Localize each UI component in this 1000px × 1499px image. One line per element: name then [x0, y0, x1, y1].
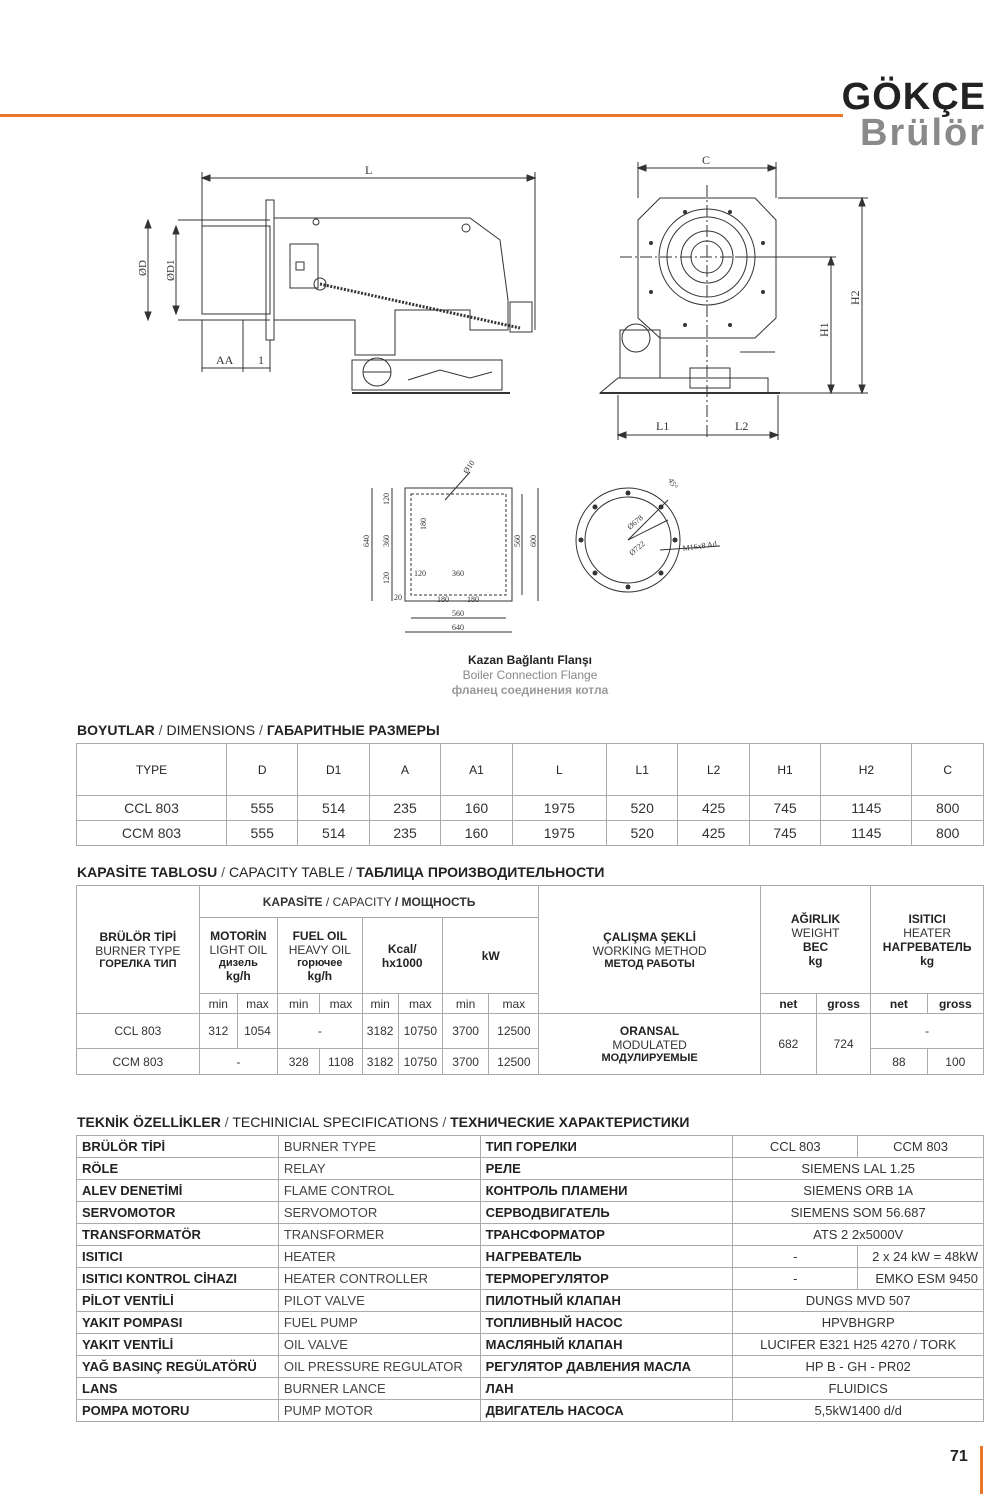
spec-label-ru: ТЕРМОРЕГУЛЯТОР [480, 1268, 733, 1290]
spec-label-tr: TRANSFORMATÖR [77, 1224, 279, 1246]
spec-value: EMKO ESM 9450 [858, 1268, 984, 1290]
table-cell: 312 [199, 1014, 237, 1049]
table-row [77, 1246, 984, 1268]
table-cell: 520 [606, 821, 677, 846]
flange-label-bolt: M16x8 Ad. [682, 538, 720, 553]
table-row [77, 1400, 984, 1422]
spec-label-ru: РЕЛЕ [480, 1158, 733, 1180]
dim-label-AA: AA [216, 353, 234, 367]
col-header-type: TYPE [77, 744, 227, 796]
spec-label-en: HEATER [278, 1246, 480, 1268]
table-row [77, 796, 984, 821]
table-cell: 1975 [512, 796, 606, 821]
table-cell: 1108 [320, 1049, 362, 1075]
table-row [77, 1202, 984, 1224]
spec-label-ru: ТРАНСФОРМАТОР [480, 1224, 733, 1246]
heavy-oil-header: FUEL OIL HEAVY OIL горючее kg/h [278, 918, 362, 994]
flange-label-w20: 20 [394, 593, 402, 602]
flange-label-d10: Ø10 [461, 458, 477, 476]
specs-table [76, 1135, 984, 1422]
spec-value: FLUIDICS [733, 1378, 984, 1400]
spec-value: DUNGS MVD 507 [733, 1290, 984, 1312]
col-header-d1: D1 [298, 744, 369, 796]
spec-label-en: TRANSFORMER [278, 1224, 480, 1246]
table-cell: - [278, 1014, 362, 1049]
table-header-row [77, 744, 984, 796]
max-label: max [398, 994, 442, 1014]
flange-label-h560: 560 [513, 535, 522, 547]
spec-label-tr: ISITICI [77, 1246, 279, 1268]
spec-value: LUCIFER E321 H25 4270 / TORK [733, 1334, 984, 1356]
spec-label-en: FUEL PUMP [278, 1312, 480, 1334]
min-label: min [199, 994, 237, 1014]
table-row [77, 1378, 984, 1400]
spec-value: - [733, 1268, 858, 1290]
front-view [600, 153, 868, 440]
dimensions-table [76, 743, 984, 846]
logo-line-2: Brülör [860, 112, 986, 154]
table-cell: CCM 803 [77, 821, 227, 846]
spec-label-en: BURNER TYPE [278, 1136, 480, 1158]
spec-label-ru: ТОПЛИВНЫЙ НАСОС [480, 1312, 733, 1334]
table-header-row [77, 994, 984, 1014]
light-oil-header: MOTORİN LIGHT OIL дизель kg/h [199, 918, 277, 994]
table-cell: 1054 [237, 1014, 277, 1049]
flange-caption-en: Boiler Connection Flange [462, 668, 598, 682]
burner-type-header: BRÜLÖR TİPİ BURNER TYPE ГОРЕЛКА ТИП [77, 886, 200, 1014]
col-header-h1: H1 [749, 744, 820, 796]
spec-label-tr: ALEV DENETİMİ [77, 1180, 279, 1202]
dim-label-L1: L1 [656, 419, 670, 433]
spec-label-ru: НАГРЕВАТЕЛЬ [480, 1246, 733, 1268]
spec-value: 5,5kW1400 d/d [733, 1400, 984, 1422]
spec-label-en: BURNER LANCE [278, 1378, 480, 1400]
spec-value: SIEMENS SOM 56.687 [733, 1202, 984, 1224]
table-cell: 520 [606, 796, 677, 821]
table-row [77, 821, 984, 846]
flange-label-a45: 45° [666, 476, 680, 491]
spec-value: ATS 2 2x5000V [733, 1224, 984, 1246]
table-cell: - [199, 1049, 277, 1075]
spec-label-ru: ТИП ГОРЕЛКИ [480, 1136, 733, 1158]
table-row [77, 1224, 984, 1246]
spec-label-tr: YAĞ BASINÇ REGÜLATÖRÜ [77, 1356, 279, 1378]
table-cell: 100 [927, 1049, 983, 1075]
table-cell: 88 [871, 1049, 927, 1075]
dim-label-L: L [365, 163, 373, 177]
dim-label-H2: H2 [848, 290, 862, 305]
flange-label-w640: 640 [452, 623, 464, 632]
flange-label-h600: 600 [529, 535, 538, 547]
max-label: max [237, 994, 277, 1014]
weight-net-value: 682 [760, 1014, 816, 1075]
spec-label-tr: YAKIT POMPASI [77, 1312, 279, 1334]
flange-label-w180a: 180 [437, 595, 449, 604]
spec-label-ru: ЛАН [480, 1378, 733, 1400]
table-cell: 425 [678, 796, 749, 821]
spec-value: HPVBHGRP [733, 1312, 984, 1334]
table-cell: 10750 [398, 1049, 442, 1075]
spec-value: - [733, 1246, 858, 1268]
side-view [137, 163, 535, 393]
capacity-group-header: KAPASİTE / CAPACITY / МОЩНОСТЬ [199, 886, 539, 918]
max-label: max [489, 994, 539, 1014]
col-header-a: A [369, 744, 440, 796]
spec-label-en: PUMP MOTOR [278, 1400, 480, 1422]
brand-logo [842, 78, 986, 152]
technical-drawing [0, 150, 1000, 650]
col-header-d: D [227, 744, 298, 796]
table-cell: 235 [369, 796, 440, 821]
spec-value: SIEMENS ORB 1A [733, 1180, 984, 1202]
table-row [77, 1014, 984, 1049]
flange-square-view [362, 459, 538, 632]
flange-caption-ru: фланец соединения котла [451, 683, 609, 697]
table-cell: 745 [749, 796, 820, 821]
table-row [77, 1290, 984, 1312]
dim-label-OD1: ØD1 [165, 259, 177, 281]
spec-label-tr: PİLOT VENTİLİ [77, 1290, 279, 1312]
weight-gross-value: 724 [816, 1014, 870, 1075]
min-label: min [442, 994, 488, 1014]
table-cell: 1975 [512, 821, 606, 846]
capacity-table [76, 885, 984, 1075]
table-cell: 514 [298, 796, 369, 821]
table-cell: 745 [749, 821, 820, 846]
spec-label-ru: СЕРВОДВИГАТЕЛЬ [480, 1202, 733, 1224]
table-cell: 514 [298, 821, 369, 846]
table-cell: 555 [227, 821, 298, 846]
table-cell: 10750 [398, 1014, 442, 1049]
flange-round-view [576, 477, 720, 593]
dimensions-title: BOYUTLAR / DIMENSIONS / ГАБАРИТНЫЕ РАЗМЕРЫ [77, 722, 440, 738]
spec-label-tr: SERVOMOTOR [77, 1202, 279, 1224]
col-header-a1: A1 [441, 744, 512, 796]
spec-label-en: OIL VALVE [278, 1334, 480, 1356]
table-cell: 160 [441, 796, 512, 821]
table-cell: CCM 803 [77, 1049, 200, 1075]
table-cell: 1145 [821, 821, 912, 846]
table-cell: 3700 [442, 1049, 488, 1075]
max-label: max [320, 994, 362, 1014]
table-row [77, 1158, 984, 1180]
flange-label-w560: 560 [452, 609, 464, 618]
table-cell: 425 [678, 821, 749, 846]
col-header-l2: L2 [678, 744, 749, 796]
flange-label-w120: 120 [414, 569, 426, 578]
table-row [77, 1334, 984, 1356]
table-cell: 800 [912, 796, 984, 821]
col-header-h2: H2 [821, 744, 912, 796]
dim-label-L2: L2 [735, 419, 749, 433]
spec-label-tr: LANS [77, 1378, 279, 1400]
table-cell: 800 [912, 821, 984, 846]
method-header: ÇALIŞMA ŞEKLİ WORKING METHOD МЕТОД РАБОТЫ [539, 886, 760, 1014]
spec-label-en: PILOT VALVE [278, 1290, 480, 1312]
spec-label-ru: ДВИГАТЕЛЬ НАСОСА [480, 1400, 733, 1422]
flange-label-d678: Ø678 [625, 513, 645, 532]
spec-label-en: RELAY [278, 1158, 480, 1180]
col-header-c: C [912, 744, 984, 796]
flange-label-h120b: 120 [382, 572, 391, 584]
logo-line-1: GÖKÇE [841, 76, 986, 118]
table-cell: 12500 [489, 1049, 539, 1075]
spec-label-ru: ПИЛОТНЫЙ КЛАПАН [480, 1290, 733, 1312]
dim-label-H1: H1 [817, 322, 831, 337]
table-cell: CCL 803 [77, 796, 227, 821]
flange-label-h120a: 120 [382, 493, 391, 505]
table-row [77, 1312, 984, 1334]
spec-label-tr: BRÜLÖR TİPİ [77, 1136, 279, 1158]
table-row [77, 1136, 984, 1158]
table-cell: 1145 [821, 796, 912, 821]
table-cell: 3700 [442, 1014, 488, 1049]
table-cell: 160 [441, 821, 512, 846]
table-cell: 328 [278, 1049, 320, 1075]
header-rule [0, 114, 843, 117]
table-cell: 235 [369, 821, 440, 846]
table-cell: CCL 803 [77, 1014, 200, 1049]
flange-label-d722: Ø722 [627, 539, 647, 558]
flange-label-h180v: 180 [419, 518, 428, 530]
table-cell: 3182 [362, 1049, 398, 1075]
page-number: 71 [950, 1448, 968, 1465]
kcal-header: Kcal/ hx1000 [362, 918, 442, 994]
gross-label: gross [927, 994, 983, 1014]
col-header-l1: L1 [606, 744, 677, 796]
net-label: net [760, 994, 816, 1014]
spec-value: HP B - GH - PR02 [733, 1356, 984, 1378]
flange-caption [380, 653, 680, 698]
spec-label-tr: POMPA MOTORU [77, 1400, 279, 1422]
table-cell: - [871, 1014, 984, 1049]
table-cell: 3182 [362, 1014, 398, 1049]
spec-label-tr: ISITICI KONTROL CİHAZI [77, 1268, 279, 1290]
dim-label-OD: ØD [137, 260, 149, 276]
flange-label-w180b: 180 [467, 595, 479, 604]
specs-title: TEKNİK ÖZELLİKLER / TECHINICIAL SPECIFICATIONS / ТЕХНИЧЕСКИЕ ХАРАКТЕРИСТИКИ [77, 1114, 690, 1130]
spec-label-ru: КОНТРОЛЬ ПЛАМЕНИ [480, 1180, 733, 1202]
gross-label: gross [816, 994, 870, 1014]
flange-caption-tr: Kazan Bağlantı Flanşı [467, 653, 593, 667]
spec-value: CCM 803 [858, 1136, 984, 1158]
spec-label-en: HEATER CONTROLLER [278, 1268, 480, 1290]
method-value: ORANSAL MODULATED МОДУЛИРУЕМЫЕ [539, 1014, 760, 1075]
spec-label-tr: RÖLE [77, 1158, 279, 1180]
table-row [77, 1268, 984, 1290]
dim-label-C: C [702, 153, 711, 167]
flange-label-w360: 360 [452, 569, 464, 578]
flange-label-h360: 360 [382, 535, 391, 547]
spec-value: CCL 803 [733, 1136, 858, 1158]
table-row [77, 1180, 984, 1202]
spec-label-en: SERVOMOTOR [278, 1202, 480, 1224]
capacity-title: KAPASİTE TABLOSU / CAPACITY TABLE / ТАБЛИЦА ПРОИЗВОДИТЕЛЬНОСТИ [77, 864, 605, 880]
table-cell: 555 [227, 796, 298, 821]
table-cell: 12500 [489, 1014, 539, 1049]
col-header-l: L [512, 744, 606, 796]
spec-label-tr: YAKIT VENTİLİ [77, 1334, 279, 1356]
net-label: net [871, 994, 927, 1014]
spec-label-ru: МАСЛЯНЫЙ КЛАПАН [480, 1334, 733, 1356]
table-header-row [77, 886, 984, 918]
min-label: min [278, 994, 320, 1014]
spec-label-en: FLAME CONTROL [278, 1180, 480, 1202]
flange-label-h640: 640 [362, 535, 371, 547]
kw-header: kW [442, 918, 539, 994]
table-row [77, 1356, 984, 1378]
page-number-bar [980, 1446, 983, 1494]
spec-label-ru: РЕГУЛЯТОР ДАВЛЕНИЯ МАСЛА [480, 1356, 733, 1378]
spec-label-en: OIL PRESSURE REGULATOR [278, 1356, 480, 1378]
min-label: min [362, 994, 398, 1014]
weight-header: AĞIRLIK WEIGHT ВЕС kg [760, 886, 871, 994]
heater-header: ISITICI HEATER НАГРЕВАТЕЛЬ kg [871, 886, 984, 994]
spec-value: 2 x 24 kW = 48kW [858, 1246, 984, 1268]
dim-label-1: 1 [258, 353, 264, 367]
spec-value: SIEMENS LAL 1.25 [733, 1158, 984, 1180]
